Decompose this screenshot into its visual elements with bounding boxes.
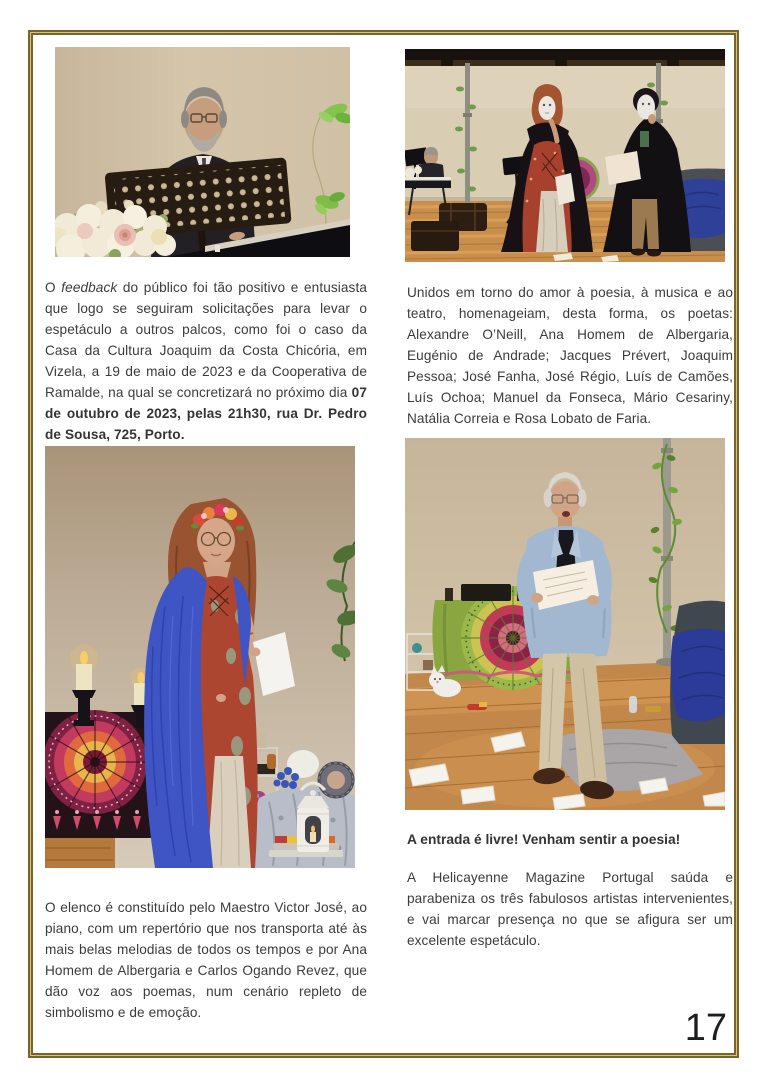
yellow-toy: [479, 702, 487, 707]
right-paragraph-2: A Helicayenne Magazine Portugal saúda e parabeniza os três fabulosos artistas intervenientes, e vai marcar presença no que se afigura ser um excelente espetáculo.: [407, 870, 733, 948]
water-bottle: [629, 696, 637, 713]
para1-bold-date: 07 de outubro de 2023, pelas 21h30, rua Dr. Pedro de Sousa, 725, Porto.: [45, 385, 367, 442]
photo-reciter: [405, 438, 725, 810]
entry-headline: A entrada é livre! Venham sentir a poesia!: [407, 832, 681, 847]
white-mask: [539, 96, 556, 120]
para1-body: do público foi tão positivo e entusiasta que logo se seguiram solicitações para levar o espetáculo a outros palcos, como foi o caso da Casa da Cultura Joaquim da Costa Chicória, em Vizela, a 19 de maio de 2023 e da Cooperativa de Ramalde, na qual se concretizará no próximo dia: [45, 280, 367, 400]
left-paragraph-1: [45, 277, 367, 445]
white-dome: [287, 750, 319, 778]
amber-jar: [267, 754, 276, 769]
photo-poetess: [45, 446, 355, 868]
reciter-illustration: [405, 438, 725, 810]
small-toy: [645, 706, 661, 712]
page-number: 17: [684, 1007, 727, 1049]
left-paragraph-2: O elenco é constituído pelo Maestro Victor José, ao piano, com um repertório que nos transporta até às mais belas melodias de todos os tempos e por Ana Homem de Albergaria e Carlos Ogando Revez, que dão voz aos poemas, num cenário repleto de simbolismo e de emoção.: [45, 900, 367, 1020]
round-frame: [319, 763, 353, 797]
photo-masked-performers: [405, 49, 725, 262]
masked-performers-illustration: [405, 49, 725, 262]
para1-italic-feedback: feedback: [61, 280, 118, 295]
photo-pianist: [55, 47, 350, 257]
para1-lead: O: [45, 280, 62, 295]
poetess-illustration: [45, 446, 355, 868]
pianist-illustration: [55, 47, 350, 257]
sofa-2: [670, 601, 725, 744]
right-paragraph-1: Unidos em torno do amor à poesia, à musica e ao teatro, homenageiam, desta forma, os poetas: Alexandre O’Neill, Ana Homem de Albergaria, Eugénio de Andrade; Jacques Prévert, Joaquim Pessoa; José Fanha, José Régio, Luís de Camões, Luís Ochoa; Manuel da Fonseca, Mário Cesariny, Natália Correia e Rosa Lobato de Faria.: [407, 285, 733, 426]
